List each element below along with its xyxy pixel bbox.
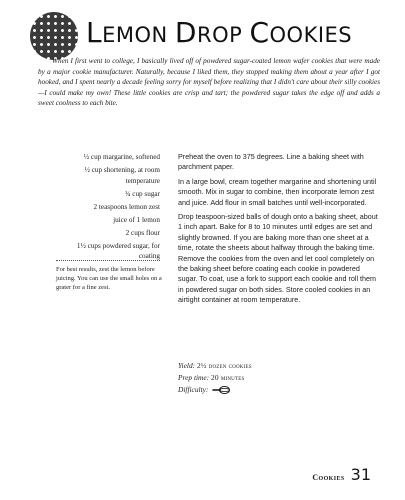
recipe-meta [178,360,378,396]
recipe-directions [178,152,378,310]
prep-label: Prep time: [178,373,210,382]
recipe-title [86,18,352,50]
ingredient-item: 2 teaspoons lemon zest [93,202,160,211]
title-word: EMON [102,23,175,47]
ingredient-item: juice of 1 lemon [113,215,160,224]
prep-value: 20 minutes [210,373,245,382]
yield-label: Yield: [178,361,196,370]
title-letter: L [86,16,103,49]
direction-step: In a large bowl, cream together margarine and shortening until smooth. Mix in sugar to combine, then incorporate lemon zest and juice. Add flour in small batches until well-incorporated. [178,176,377,207]
title-word: OOKIES [269,23,353,47]
title-letter: D [174,16,197,49]
direction-step: Preheat the oven to 375 degrees. Line a baking sheet with parchment paper. [178,152,364,172]
whisk-icon [212,385,230,395]
ingredient-item: ½ cup shortening, at room temperature [84,165,160,185]
polka-dot-badge-icon [30,12,78,60]
yield-row [178,360,378,372]
page-number: 31 [350,465,371,484]
ingredient-item: 1½ cups powdered sugar, for coating [76,241,160,261]
ingredient-item: 2 cups flour [125,228,160,237]
intro-paragraph: When I first went to college, I basically lived off of powdered sugar-coated lemon wafer cookies that were made by a major cookie manufacturer. Naturally, because I liked them, they stopped making them about a year after I got hooked, and I spent nearly a decade feeling sorry for myself before realizing that I didn't care about their silly cookies—I could make my own! These little cookies are crisp and tart; the powdered sugar takes the edge off and adds a sweet coolness to each bite. [38,57,380,107]
ingredient-item: ½ cup margarine, softened [83,153,160,161]
title-letter: C [249,16,270,49]
page-footer [312,465,371,484]
tip-divider [56,260,160,261]
yield-value: 2½ dozen cookies [196,361,252,370]
ingredient-item: ¾ cup sugar [125,189,160,198]
recipe-tip: For best results, zest the lemon before juicing. You can use the small holes on a grater for a fine zest. [56,266,162,291]
prep-row [178,372,378,384]
difficulty-row [178,384,378,396]
recipe-intro [38,56,380,109]
title-word: ROP [196,23,250,47]
ingredient-list [55,152,160,264]
direction-step: Drop teaspoon-sized balls of dough onto a baking sheet, about 1 inch apart. Bake for 8 to 10 minutes until edges are set and slightly browned. If you are baking more than one sheet at a time, rotate the sheets about halfway through the baking time. Remove the cookies from the oven and let cool completely on the baking sheet before coating each cookie in powdered sugar. To coat, use a fork to support each cookie and roll them in powdered sugar on both sides. Store cooled cookies in an airtight container at room temperature. [178,212,378,305]
difficulty-label: Difficulty: [178,385,209,394]
footer-section: Cookies [312,473,345,482]
